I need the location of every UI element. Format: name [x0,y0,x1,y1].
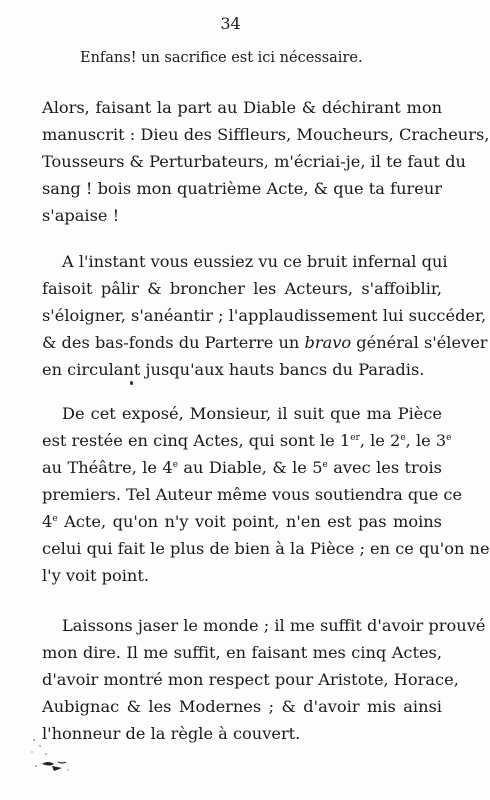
text-segment: 4 [42,512,53,531]
text-segment: , le 3 [405,431,447,450]
paragraph-2 [42,248,488,383]
superscript: e [52,514,58,524]
text-line: faisoit pâlir & broncher les Acteurs, s'affoiblir, [42,279,442,298]
paragraph-3 [42,400,490,589]
text-line: manuscrit : Dieu des Siffleurs, Moucheurs, Cracheurs, [42,125,490,144]
ink-ornament [28,736,88,786]
text-line: Tousseurs & Perturbateurs, m'écriai-je, il te faut du [42,152,466,171]
superscript: e [172,460,179,470]
text-line: l'y voit point. [42,566,149,585]
text-line: sang ! bois mon quatrième Acte, & que ta fureur [42,179,442,198]
text-segment: , le 2 [359,431,401,450]
paragraph-1 [42,94,490,229]
italic-word: bravo [304,333,352,352]
text-line [42,427,452,454]
ink-specks-icon [28,736,88,786]
superscript: er [350,433,360,443]
text-segment: & des bas-fonds du Parterre un [42,333,305,352]
text-line: s'éloigner, s'anéantir ; l'applaudissement lui succéder, [42,306,487,325]
text-line [42,329,488,356]
ink-speck [130,381,133,385]
text-line [42,454,442,481]
superscript: e [400,433,406,443]
text-segment: est restée en cinq Actes, qui sont le 1 [42,431,351,450]
text-line: celui qui fait le plus de bien à la Pièce ; en ce qu'on ne [42,539,490,558]
text-line: l'honneur de la règle à couvert. [42,724,301,743]
text-line: A l'instant vous eussiez vu ce bruit infernal qui [62,252,448,271]
page-number: 34 [220,14,241,33]
superscript: e [322,460,328,470]
text-segment: au Diable, & le 5 [178,458,323,477]
text-segment: avec les trois [327,458,442,477]
paragraph-4 [42,612,486,747]
text-line: Laissons jaser le monde ; il me suffit d'avoir prouvé [62,616,486,635]
epigraph: Enfans! un sacrifice est ici nécessaire. [80,50,363,66]
superscript: e [446,433,452,443]
text-line: Aubignac & les Modernes ; & d'avoir mis ainsi [42,697,442,716]
text-line: mon dire. Il me suffit, en faisant mes cinq Actes, [42,643,442,662]
text-line: premiers. Tel Auteur même vous soutiendra que ce [42,485,463,504]
text-line: s'apaise ! [42,206,120,225]
text-segment: au Théâtre, le 4 [42,458,173,477]
text-line: De cet exposé, Monsieur, il suit que ma Pièce [62,404,442,423]
text-line: Alors, faisant la part au Diable & déchirant mon [42,98,442,117]
text-segment: général s'élever [351,333,488,352]
text-line: en circulant jusqu'aux hauts bancs du Paradis. [42,360,425,379]
text-line: d'avoir montré mon respect pour Aristote, Horace, [42,670,459,689]
text-line [42,508,442,535]
text-segment: Acte, qu'on n'y voit point, n'en est pas moins [57,512,442,531]
